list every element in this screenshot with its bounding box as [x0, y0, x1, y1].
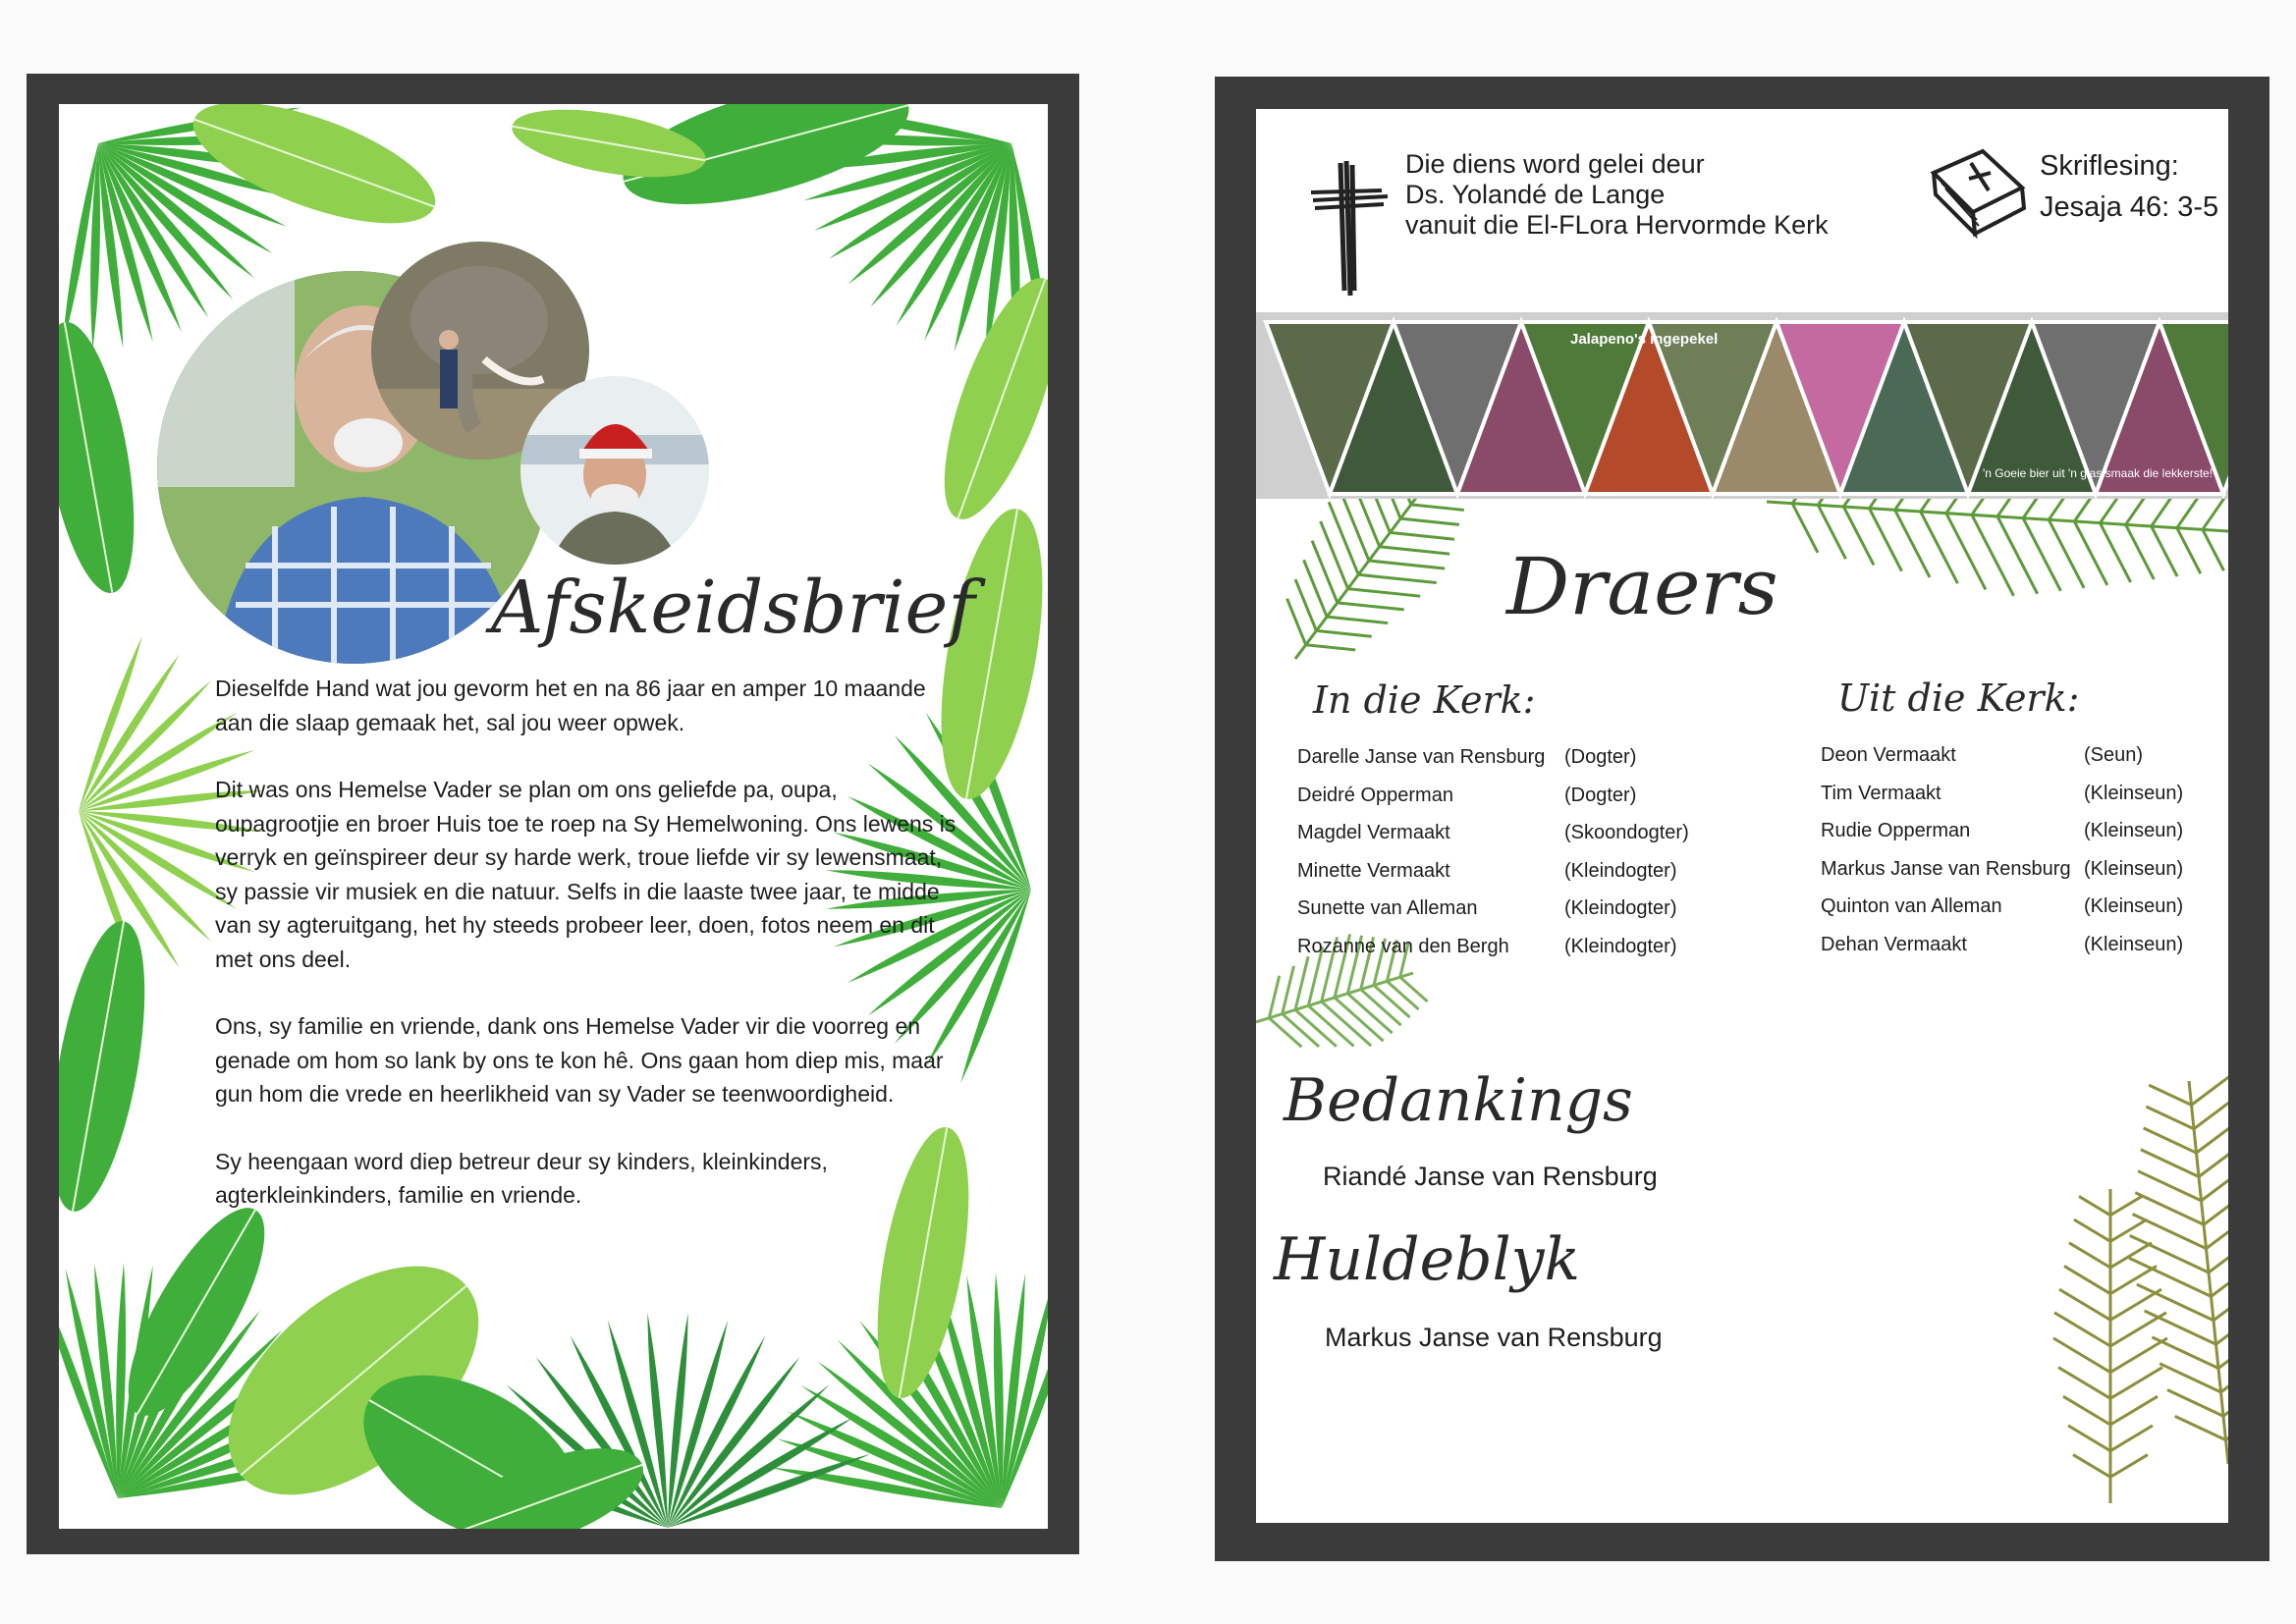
frond-leaflet — [2054, 1313, 2110, 1346]
caption-jalapeno: Jalapeno's ingepekel — [1570, 331, 1719, 348]
frond-leaflet — [2074, 1219, 2110, 1241]
in-die-kerk-heading: In die Kerk: — [1313, 678, 1536, 722]
afskeidsbrief-title: Afskeidsbrief — [491, 566, 975, 650]
carrier-relation: (Dogter) — [1564, 784, 1637, 806]
carrier-relation: (Kleinseun) — [2084, 933, 2184, 955]
frond-leaflet — [1329, 502, 1358, 574]
santa-hat-photo — [520, 376, 709, 565]
frond-leaflet — [2221, 1352, 2229, 1392]
frond-leaflet — [1946, 514, 1986, 590]
frond-leaflet — [2146, 1107, 2194, 1129]
frond-leaflet — [1997, 516, 2038, 594]
frond-leaflet — [1869, 509, 1901, 571]
letter-paragraph-2: Dit was ons Hemelse Vader se plan om ons geliefde pa, oupa, oupagrootjie en broer Huis toe te roep na Sy Hemelwoning. Ons lewens is verryk en geïnspireer deur sy harde werk, troue liefde vir sy lewensmaat, sy passie vir musiek en die natuur. Selfs in die laaste twee jaar, te midde van sy agteruitgang, het hy steeds probeer leer, doen, fotos neem en dit met ons deel. — [215, 777, 957, 972]
carrier-relation: (Seun) — [2084, 744, 2144, 766]
carrier-name: Markus Janse van Rensburg — [1821, 857, 2071, 880]
frond-leaflet — [2129, 1258, 2211, 1296]
carrier-name: Magdel Vermaakt — [1297, 822, 1450, 843]
frond-leaflet — [1321, 521, 1348, 589]
frond-leaflet — [2074, 521, 2107, 585]
frond-leaflet — [1361, 990, 1401, 1025]
frond-leaflet — [1327, 617, 1388, 623]
frond-leaflet — [2194, 1098, 2228, 1129]
letter-paragraph-4: Sy heengaan word diep betreur deur sy kinders, kleinkinders, agterkleinkinders, familie en vriende. — [215, 1148, 828, 1208]
carrier-name: Deon Vermaakt — [1821, 744, 1956, 766]
frond-leaflet — [2100, 523, 2130, 582]
farewell-letter — [215, 672, 961, 1246]
draers-title: Draers — [1506, 541, 1778, 632]
frond-leaflet — [2110, 1196, 2142, 1215]
carrier-name: Tim Vermaakt — [1821, 782, 1941, 804]
frond-leaflet — [1792, 504, 1818, 553]
frond-leaflet — [2152, 526, 2177, 576]
leaf-shape — [59, 914, 162, 1218]
frond-leaflet — [2110, 1243, 2152, 1268]
carrier-relation: (Kleinseun) — [2084, 895, 2184, 917]
frond-leaflet — [1269, 1018, 1301, 1047]
frond-leaflet — [2110, 1368, 2162, 1399]
letter-paragraph-3: Ons, sy familie en vriende, dank ons Hemelse Vader vir die voorreg en genade om hom so lank by ons te kon hê. Ons gaan hom diep mis, maar gun hom die vrede en heerlikheid van sy Vader se teenwoordigheid. — [215, 1013, 944, 1107]
scripture-reference: Jesaja 46: 3-5 — [2040, 191, 2219, 223]
frond-leaflet — [1843, 507, 1874, 565]
frond-leaflet — [1295, 956, 1308, 1009]
frond-leaflet — [2110, 1338, 2167, 1373]
frond-leaflet — [1283, 966, 1294, 1014]
photo-collage-strip — [1256, 312, 2228, 499]
right-page-card — [1256, 109, 2228, 1523]
carrier-name: Darelle Janse van Rensburg — [1297, 746, 1546, 768]
service-info — [1405, 149, 1829, 241]
left-page-frame — [27, 74, 1079, 1554]
frond-leaflet — [2130, 1235, 2209, 1272]
frond-leaflet — [2137, 1284, 2214, 1321]
frond-leaflet — [2126, 524, 2155, 579]
frond-leaflet — [2059, 1289, 2110, 1320]
carrier-relation: (Skoondogter) — [1564, 822, 1689, 843]
frond-leaflet — [1369, 561, 1445, 568]
frond-leaflet — [1269, 976, 1279, 1018]
frond-leaflet — [2073, 1455, 2110, 1478]
huldeblyk-heading: Huldeblyk — [1274, 1225, 1580, 1294]
frond-leaflet — [2069, 1243, 2110, 1268]
carrier-name: Sunette van Alleman — [1297, 897, 1478, 919]
frond-leaflet — [2138, 1171, 2201, 1201]
service-line-3: vanuit die El-FLora Hervormde Kerk — [1405, 210, 1829, 240]
frond-leaflet — [2204, 1179, 2228, 1224]
carrier-relation: (Kleinseun) — [2084, 857, 2184, 880]
frond-leaflet — [2144, 1128, 2197, 1153]
santa-scene — [520, 376, 709, 565]
frond-leaflet — [1374, 986, 1410, 1018]
left-page-card — [59, 104, 1048, 1529]
frond-leaflet — [1387, 981, 1418, 1009]
frond-leaflet — [2110, 1396, 2158, 1425]
frond-leaflet — [1380, 547, 1449, 554]
frond-leaflet — [2079, 1196, 2110, 1215]
frond-leaflet — [2218, 1325, 2228, 1369]
frond-leaflet — [2110, 1426, 2153, 1451]
right-page-frame — [1215, 77, 2269, 1561]
huldeblyk-name: Markus Janse van Rensburg — [1325, 1323, 1663, 1352]
caption-beer: 'n Goeie bier uit 'n glas smaak die lekkerste! — [1983, 466, 2214, 480]
frond-leaflet — [1390, 532, 1454, 539]
frond-leaflet — [2199, 1138, 2228, 1176]
frond-leaflet — [2068, 1426, 2110, 1451]
frond-leaflet — [2110, 1455, 2148, 1478]
frond-leaflet — [2177, 528, 2201, 574]
carrier-relation: (Kleinseun) — [2084, 820, 2184, 841]
frond-leaflet — [2053, 1338, 2110, 1373]
bible-icon — [1924, 143, 2032, 242]
leaf-shape — [59, 315, 151, 600]
frond-leaflet — [2058, 1368, 2110, 1399]
scripture-label: Skriflesing: — [2040, 150, 2179, 182]
frond-leaflet — [1400, 518, 1459, 524]
frond-leaflet — [1340, 490, 1369, 561]
frond-leaflet — [1348, 589, 1421, 597]
frond-leaflet — [1283, 1014, 1319, 1047]
frond-leaflet — [2216, 1297, 2229, 1344]
carrier-name: Dehan Vermaakt — [1821, 933, 1967, 955]
carrier-relation: (Kleindogter) — [1564, 859, 1677, 882]
carrier-relation: (Kleindogter) — [1564, 935, 1677, 957]
cross-icon — [1305, 153, 1394, 300]
frond-leaflet — [2063, 1396, 2110, 1425]
bedankings-name: Riandé Janse van Rensburg — [1323, 1162, 1658, 1191]
frond-leaflet — [2214, 1270, 2228, 1321]
frond-leaflet — [2167, 1390, 2223, 1417]
carrier-name: Deidré Opperman — [1297, 784, 1453, 806]
carrier-relation: (Dogter) — [1564, 746, 1637, 768]
frond-leaflet — [2064, 1266, 2110, 1293]
carrier-name: Rozanne van den Bergh — [1297, 935, 1509, 957]
uit-die-kerk-heading: Uit die Kerk: — [1837, 677, 2080, 720]
frond-leaflet — [2149, 1085, 2191, 1105]
frond-leaflet — [2159, 1364, 2220, 1392]
frond-leaflet — [1316, 630, 1371, 636]
frond-leaflet — [1306, 645, 1355, 650]
letter-paragraph-1: Dieselfde Hand wat jou gevorm het en na 86 jaar en amper 10 maande aan die slaap gemaak het, sal jou weer opwek. — [215, 676, 926, 735]
frond-leaflet — [2203, 529, 2224, 570]
frond-leaflet — [2209, 1220, 2228, 1272]
scripture-reading — [2040, 145, 2218, 228]
frond-leaflet — [1295, 1010, 1337, 1047]
bedankings-heading: Bedankings — [1284, 1066, 1633, 1135]
frond-leaflet — [2192, 1077, 2229, 1106]
frond-leaflet — [1972, 514, 2014, 595]
service-line-1: Die diens word gelei deur — [1405, 149, 1705, 179]
frond-leaflet — [2110, 1219, 2147, 1241]
frond-leaflet — [1338, 603, 1404, 610]
frond-leaflet — [2175, 1416, 2226, 1439]
carrier-name: Rudie Opperman — [1821, 820, 1971, 841]
carrier-relation: (Kleinseun) — [2084, 782, 2184, 804]
carrier-name: Minette Vermaakt — [1297, 859, 1450, 882]
carrier-relation: (Kleindogter) — [1564, 897, 1677, 919]
frond-leaflet — [1287, 599, 1306, 645]
frond-leaflet — [2141, 1150, 2199, 1177]
service-line-2: Ds. Yolandé de Lange — [1405, 180, 1666, 209]
carrier-name: Quinton van Alleman — [1821, 895, 2002, 917]
frond-leaflet — [1358, 574, 1436, 582]
frond-leaflet — [1818, 505, 1845, 559]
frond-leaflet — [1411, 505, 1464, 511]
